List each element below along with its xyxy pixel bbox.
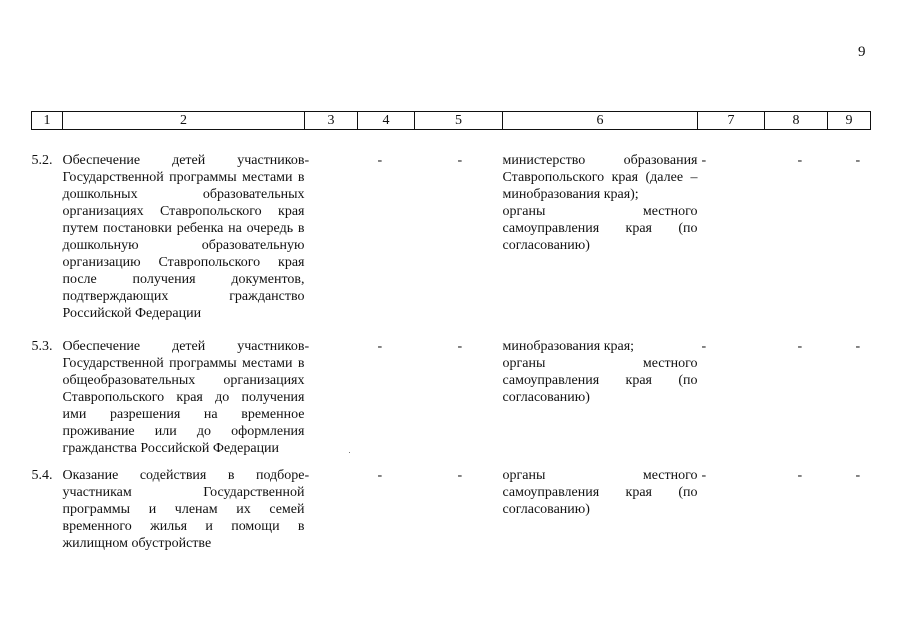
cell-dash: -	[855, 153, 861, 168]
table-row	[32, 152, 871, 338]
row-executors	[503, 467, 698, 552]
row-description: Обеспечение детей участников Государственной программы местами в дошкольных образовательных организациях Ставропольского края путем постановки ребенка на очередь в дошкольную образовательную организацию Ставропольского края после получения документов, подтверждающих гражданство Российской Федерации	[62, 153, 305, 321]
cell-dash: -	[797, 153, 803, 168]
column-header-6: 6	[503, 112, 698, 130]
cell-dash: -	[304, 339, 310, 354]
executor-line: министерство образования Ставропольского края (далее – минобразования края);	[502, 153, 698, 202]
column-header-8: 8	[765, 112, 828, 130]
row-number: 5.4.	[31, 468, 53, 483]
cell-dash: -	[701, 468, 707, 483]
column-header-2: 2	[63, 112, 305, 130]
table-row	[32, 338, 871, 467]
row-executors	[503, 152, 698, 338]
cell-dash: -	[701, 339, 707, 354]
cell-dash: -	[457, 468, 463, 483]
table-spacer	[32, 130, 871, 153]
cell-dash: -	[797, 468, 803, 483]
column-number-header-row	[32, 112, 871, 130]
row-number: 5.3.	[31, 339, 53, 354]
cell-dash: -	[701, 153, 707, 168]
row-executors	[503, 338, 698, 467]
column-header-5: 5	[415, 112, 503, 130]
executor-line: органы местного самоуправления края (по согласованию)	[502, 468, 698, 517]
page-number: 9	[858, 44, 866, 60]
executor-line: органы местного самоуправления края (по согласованию)	[502, 204, 698, 253]
cell-dash: -	[304, 468, 310, 483]
cell-dash: -	[855, 468, 861, 483]
column-header-7: 7	[698, 112, 765, 130]
cell-dash: -	[377, 153, 383, 168]
column-header-1: 1	[32, 112, 63, 130]
row-description: Оказание содействия в подборе участникам Государственной программы и членам их семей временного жилья и помощи в жилищном обустройстве	[62, 468, 305, 551]
row-number: 5.2.	[31, 153, 53, 168]
cell-dash: -	[377, 468, 383, 483]
row-description: Обеспечение детей участников Государственной программы местами в общеобразовательных организациях Ставропольского края до получения ими разрешения на временное проживание или до оформления гражданства Российской Федерации	[62, 339, 305, 456]
cell-dash: -	[457, 153, 463, 168]
scan-speck	[349, 452, 350, 453]
measures-table	[31, 111, 871, 552]
cell-dash: -	[797, 339, 803, 354]
cell-dash: -	[377, 339, 383, 354]
cell-dash: -	[855, 339, 861, 354]
executor-line: органы местного самоуправления края (по согласованию)	[502, 356, 698, 405]
column-header-3: 3	[305, 112, 358, 130]
column-header-4: 4	[358, 112, 415, 130]
table-row	[32, 467, 871, 552]
cell-dash: -	[304, 153, 310, 168]
column-header-9: 9	[828, 112, 871, 130]
executor-line: минобразования края;	[502, 339, 635, 354]
cell-dash: -	[457, 339, 463, 354]
